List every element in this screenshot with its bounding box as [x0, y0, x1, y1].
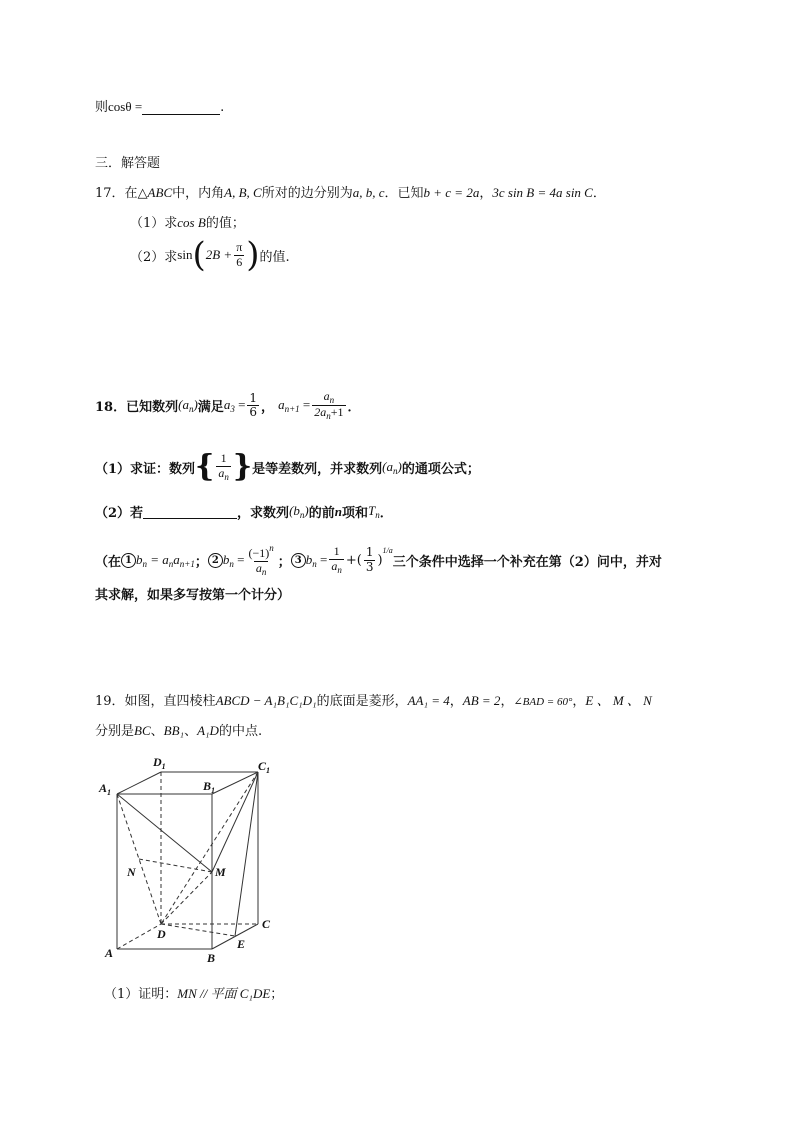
close: )	[377, 552, 383, 568]
sub: n	[229, 558, 234, 569]
q19-cond-3: ∠BAD = 60°	[513, 696, 573, 708]
label-A: A	[105, 946, 114, 960]
plus: +(	[345, 552, 362, 568]
q18-part2-text: ，求数列	[237, 506, 290, 521]
sub: n	[188, 404, 194, 415]
sep: ；	[277, 554, 291, 570]
rhs: = a	[150, 551, 169, 567]
q16-end: .	[220, 100, 225, 115]
sub: n	[168, 558, 174, 569]
q17-text: 中，内角	[172, 186, 225, 201]
edge-AD	[117, 924, 161, 949]
rhs2: a	[173, 551, 180, 567]
q17-stem	[95, 182, 606, 201]
label-D1: $D_1$	[153, 755, 166, 771]
q19-number: 19．	[95, 694, 125, 709]
q17-part2-label: （2）求	[130, 249, 178, 265]
q19-points: E 、 M 、 N	[585, 693, 652, 708]
q18-part2-text: 的前	[308, 506, 335, 521]
q19-text: 的中点.	[218, 724, 263, 739]
option-3-exponent: 1/a	[382, 545, 393, 555]
sup: n	[269, 543, 274, 553]
q18-text: 已知数列	[126, 400, 179, 416]
seg: BB₁	[163, 723, 185, 738]
q18-seq: (a	[178, 397, 189, 413]
seg-DE	[161, 924, 235, 936]
end: ．	[347, 400, 361, 416]
prism-figure	[95, 752, 295, 967]
b: b	[222, 551, 230, 567]
q19-prism: ABCD − A₁B₁C₁D₁	[215, 693, 317, 708]
section-heading: 三．解答题	[95, 156, 161, 171]
seg-DM	[161, 872, 212, 924]
eq: =	[320, 551, 328, 567]
den: 3	[365, 559, 374, 574]
q17-part1-end: 的值；	[205, 216, 245, 231]
label-B1: $B_1$	[203, 779, 216, 795]
q18-part1-frac	[216, 452, 231, 482]
dun: 、	[150, 724, 164, 739]
sub: n	[337, 564, 342, 575]
option-2-frac	[246, 543, 275, 577]
q18-stem	[95, 390, 361, 422]
sub: 3	[230, 404, 235, 415]
option-3-frac	[329, 545, 344, 575]
q17-sep: ，	[479, 186, 493, 201]
right-brace-icon: }	[232, 449, 253, 485]
q19-line2	[95, 720, 262, 739]
q17-part1-label: （1）求	[130, 216, 178, 231]
q19-part1	[104, 983, 283, 1002]
edge-BC	[212, 924, 258, 949]
q18-part1-text: （1）求证：数列	[95, 461, 196, 477]
q18-rec-frac	[312, 390, 345, 422]
q18-condition-blank[interactable]	[143, 504, 237, 519]
q17-triangle: △ABC	[137, 185, 173, 200]
sep: ，	[449, 694, 463, 709]
q18-part1-text: 是等差数列，并求数列	[252, 461, 383, 477]
label-B: B	[207, 951, 216, 965]
q17-part1-expr: cos B	[177, 215, 206, 230]
q17-part2-end: 的值.	[259, 249, 290, 265]
end: ．	[379, 506, 393, 521]
q19-cond-2: AB = 2	[462, 693, 501, 708]
num: (−1)	[248, 546, 270, 560]
q18-part1	[95, 449, 480, 485]
sep: ，	[261, 400, 275, 416]
q17-part2	[130, 235, 290, 275]
T: T	[368, 503, 376, 518]
frac-den: 6	[236, 254, 243, 269]
opt-tail: 三个条件中选择一个补充在第（2）问中，并对	[392, 554, 662, 570]
paren: )	[193, 397, 198, 413]
edge-A1D1	[117, 772, 161, 794]
paren: )	[304, 503, 309, 518]
q17-text: 所对的边分别为	[261, 186, 353, 201]
sub: n	[393, 465, 398, 476]
den: a	[331, 558, 338, 573]
eq: =	[238, 397, 246, 413]
eq: =	[237, 551, 245, 567]
q18-options	[95, 543, 662, 577]
option-1-marker: 1	[121, 553, 136, 568]
q19-cond-1: AA₁ = 4	[407, 693, 450, 708]
q16-tail-line	[95, 96, 224, 115]
q17-condition-2: 3c sin B = 4a sin C	[492, 185, 593, 200]
q17-text: 在	[124, 186, 138, 201]
q16-expr: cosθ =	[108, 99, 143, 114]
label-A1: $A_1$	[99, 781, 112, 797]
q19-part1-end: ；	[270, 987, 284, 1002]
sep: ，	[500, 694, 514, 709]
frac-num: π	[236, 239, 243, 254]
rec-lhs: a	[278, 397, 285, 413]
sub: n	[224, 471, 229, 482]
option-3-base-frac	[364, 546, 376, 575]
seg: BC	[134, 723, 151, 738]
sub: n+1	[284, 404, 300, 415]
sep: ，	[572, 694, 586, 709]
q19-part1-expr: MN // 平面 C₁DE	[177, 986, 271, 1001]
paren: )	[397, 458, 402, 474]
seq: (b	[289, 503, 300, 518]
opt-open: （在	[95, 554, 122, 570]
seg: A₁D	[197, 723, 219, 738]
num: a	[323, 389, 330, 403]
right-paren-icon: )	[246, 235, 260, 275]
q18-part1-text: 的通项公式；	[401, 461, 480, 477]
sub: n	[329, 395, 335, 405]
sub: n	[142, 558, 148, 569]
num: 1	[365, 544, 374, 559]
edge-B1C1	[212, 772, 258, 794]
q17-part2-frac	[234, 241, 244, 270]
b: b	[305, 551, 313, 567]
left-brace-icon: {	[195, 449, 215, 485]
label-N: N	[127, 865, 136, 879]
q17-angles: A, B, C	[224, 185, 262, 200]
dun: 、	[184, 724, 198, 739]
label-E: E	[237, 937, 246, 951]
q19-text: 分别是	[95, 724, 135, 739]
sub: n	[375, 510, 380, 520]
seq: (a	[382, 458, 393, 474]
frac-num: 1	[249, 390, 258, 405]
q17-condition-1: b + c = 2a	[423, 185, 480, 200]
eq: =	[302, 397, 311, 413]
q17-sides: a, b, c	[352, 185, 385, 200]
q19-part1-label: （1）证明：	[104, 987, 178, 1002]
q17-number: 17．	[95, 186, 125, 201]
q16-answer-blank[interactable]	[142, 114, 220, 115]
q18-part2-text: 项和	[342, 506, 369, 521]
a3: a	[223, 397, 231, 413]
q17-end: ．	[592, 186, 606, 201]
num: 1	[333, 544, 340, 558]
q18-part2	[95, 502, 393, 521]
den: a	[218, 465, 225, 480]
option-3-marker: 3	[291, 553, 306, 568]
sub: n+1	[179, 558, 195, 569]
left-paren-icon: (	[192, 235, 206, 275]
b: b	[136, 551, 143, 567]
q17-part2-fn: sin	[177, 247, 193, 262]
den: a	[255, 560, 262, 575]
sub: n	[261, 566, 267, 577]
sub: n	[299, 510, 305, 520]
sub: n	[326, 411, 331, 422]
q18-a3-frac	[247, 392, 259, 421]
q18-options-line2: 其求解，如果多写按第一个计分）	[95, 588, 291, 603]
sub: n	[312, 558, 317, 569]
label-D: D	[157, 927, 166, 941]
frac-den: 6	[249, 405, 258, 420]
option-2-marker: 2	[208, 553, 223, 568]
label-C1: $C_1$	[258, 759, 271, 775]
q17-part2-arg: 2B +	[205, 247, 233, 262]
den: 2a	[314, 405, 327, 420]
label-C: C	[262, 917, 271, 931]
q16-prefix: 则	[95, 100, 109, 115]
q18-text: 满足	[197, 400, 224, 416]
q19-text: 的底面是菱形，	[316, 694, 408, 709]
seg-A1M	[117, 794, 212, 872]
seg-C1D	[161, 772, 258, 924]
q19-stem	[95, 690, 652, 709]
q17-text: ．已知	[384, 186, 424, 201]
den-tail: +1	[330, 405, 344, 420]
q18-number: 18．	[95, 400, 127, 416]
q19-text: 如图，直四棱柱	[124, 694, 216, 709]
q18-part2-text: （2）若	[95, 506, 144, 521]
label-M: M	[215, 865, 226, 879]
num: 1	[220, 451, 227, 465]
sep: ；	[194, 554, 208, 570]
q17-part1	[130, 212, 245, 231]
q18-n: n	[334, 503, 342, 519]
